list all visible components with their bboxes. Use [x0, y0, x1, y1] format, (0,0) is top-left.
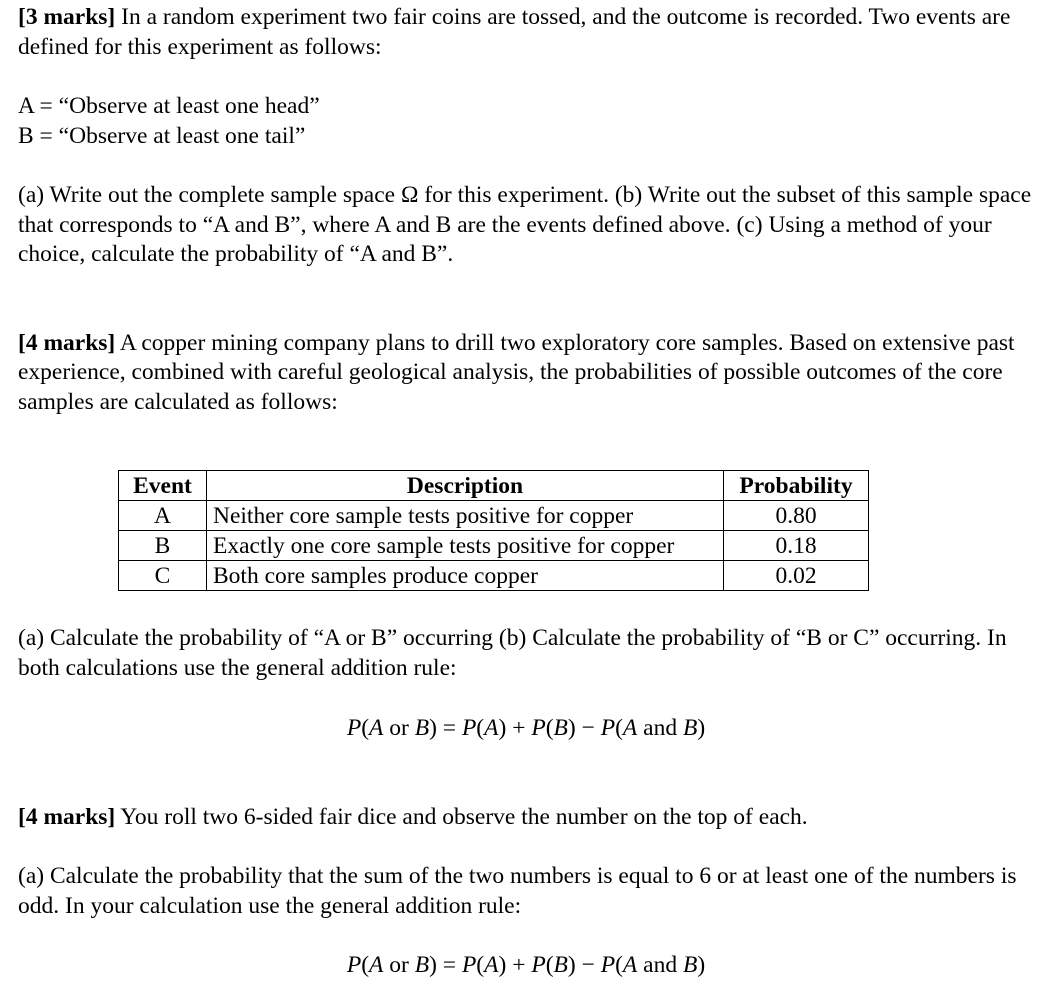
- header-probability: Probability: [724, 471, 869, 501]
- question-2-marks: [4 marks]: [18, 329, 116, 356]
- event-b-definition: B = “Observe at least one tail”: [18, 122, 306, 149]
- addition-rule-formula-2: P(A or B) = P(A) + P(B) − P(A and B): [346, 952, 706, 978]
- question-3-marks: [4 marks]: [18, 804, 116, 830]
- header-description: Description: [207, 471, 724, 501]
- cell-probability: 0.80: [724, 501, 869, 531]
- table-header-row: [119, 471, 869, 501]
- question-3-parts: (a) Calculate the probability that the sum of the two numbers is equal to 6 or at least one of the numbers is odd. In your calculation use the general addition rule:: [18, 863, 1017, 919]
- question-3-intro: [18, 803, 1048, 833]
- cell-event: B: [119, 531, 207, 561]
- probability-table: [118, 470, 869, 591]
- question-1-intro: [18, 3, 1048, 62]
- cell-event: A: [119, 501, 207, 531]
- question-2-parts: (a) Calculate the probability of “A or B” occurring (b) Calculate the probability of “B or C” occurring. In both calculations use the general addition rule:: [18, 625, 1007, 681]
- event-a-definition: A = “Observe at least one head”: [18, 93, 320, 119]
- question-2-text: A copper mining company plans to drill two exploratory core samples. Based on extensive past experience, combined with careful geological analysis, the probabilities of possible outcomes of the core samples are calculated as follows:: [18, 329, 1015, 415]
- addition-rule-formula-1: P(A or B) = P(A) + P(B) − P(A and B): [346, 715, 706, 741]
- question-3-text: You roll two 6-sided fair dice and observe the number on the top of each.: [115, 804, 808, 830]
- header-event: Event: [119, 471, 207, 501]
- table-row: [119, 531, 869, 561]
- cell-probability: 0.02: [724, 561, 869, 591]
- question-1-text: In a random experiment two fair coins are tossed, and the outcome is recorded. Two events are defined for this experiment as follows:: [18, 4, 1011, 60]
- table-row: [119, 501, 869, 531]
- cell-description: Exactly one core sample tests positive for copper: [207, 531, 724, 561]
- cell-probability: 0.18: [724, 531, 869, 561]
- cell-description: Both core samples produce copper: [207, 561, 724, 591]
- document-page: [18, 3, 1048, 417]
- cell-description: Neither core sample tests positive for copper: [207, 501, 724, 531]
- cell-event: C: [119, 561, 207, 591]
- question-1-parts: (a) Write out the complete sample space Ω for this experiment. (b) Write out the subset of this sample space that corresponds to “A and B”, where A and B are the events defined above. (c) Using a method of your choice, calculate the probability of “A and B”.: [18, 182, 1032, 267]
- table-row: [119, 561, 869, 591]
- question-2-intro: [18, 329, 1048, 418]
- question-1-marks: [3 marks]: [18, 4, 116, 30]
